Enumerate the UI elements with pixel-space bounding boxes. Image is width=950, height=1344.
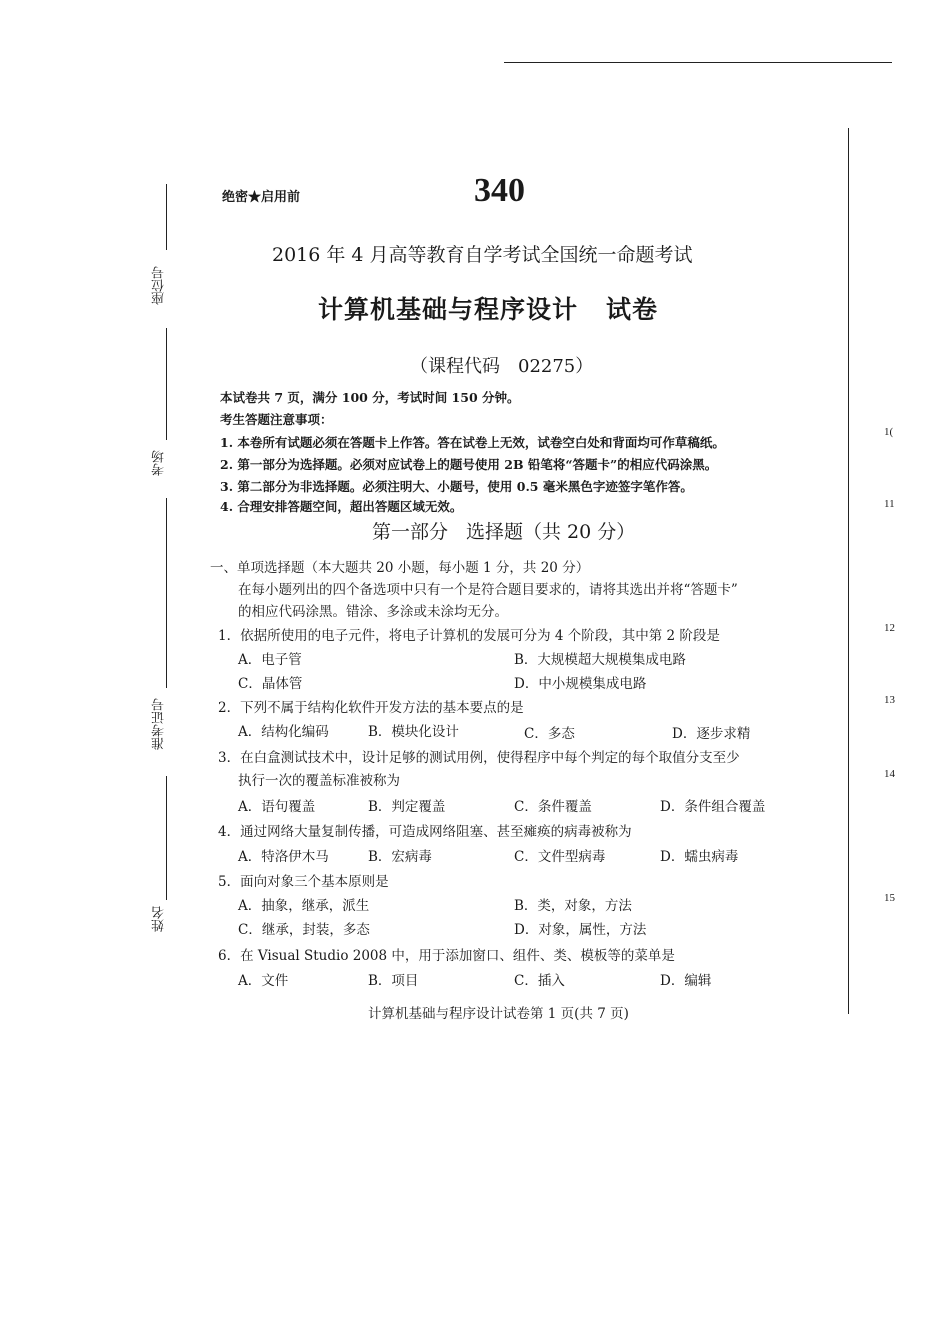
note-item: 3. 第二部分为非选择题。必须注明大、小题号，使用 0.5 毫米黑色字迹签字笔作答。	[220, 479, 693, 494]
part-one-title	[372, 517, 635, 544]
option: D．蠕虫病毒	[660, 849, 739, 865]
option: A．结构化编码	[238, 724, 329, 740]
option: B．类，对象，方法	[514, 898, 632, 914]
section-description: 在每小题列出的四个备选项中只有一个是符合题目要求的，请将其选出并将“答题卡”	[238, 582, 738, 598]
ticket-number-label: 准考证号	[152, 698, 167, 750]
margin-number: 1(	[884, 426, 894, 438]
option: C．多态	[524, 726, 575, 742]
question-stem: 3．在白盒测试技术中，设计足够的测试用例，使得程序中每个判定的每个取值分支至少	[218, 750, 740, 766]
note-item: 2. 第一部分为选择题。必须对应试卷上的题号使用 2B 铅笔将“答题卡”的相应代码涂黑。	[220, 457, 718, 472]
option: C．继承，封装，多态	[238, 922, 370, 938]
margin-number: 12	[884, 622, 895, 634]
option: D．编辑	[660, 973, 712, 989]
margin-number: 13	[884, 694, 895, 706]
paper-title-main: 计算机基础与程序设计	[318, 295, 579, 324]
question-stem: 4．通过网络大量复制传播，可造成网络阻塞、甚至瘫痪的病毒被称为	[218, 824, 632, 840]
part-one-subtitle: 选择题（共 20 分）	[466, 521, 636, 543]
binding-line	[166, 776, 167, 900]
notes-heading: 考生答题注意事项：	[220, 412, 333, 427]
top-rule	[504, 62, 892, 63]
option: C．文件型病毒	[514, 849, 606, 865]
option: A．抽象，继承，派生	[238, 898, 370, 914]
question-stem: 6．在 Visual Studio 2008 中，用于添加窗口、组件、类、模板等的菜单是	[218, 948, 675, 964]
question-stem: 5．面向对象三个基本原则是	[218, 874, 389, 890]
question-stem: 2．下列不属于结构化软件开发方法的基本要点的是	[218, 700, 524, 716]
name-label: 姓名	[152, 906, 167, 932]
right-border-line	[848, 128, 849, 1014]
exam-session-line: 2016 年 4 月高等教育自学考试全国统一命题考试	[272, 244, 693, 266]
note-item: 1. 本卷所有试题必须在答题卡上作答。答在试卷上无效，试卷空白处和背面均可作草稿纸。	[220, 435, 725, 450]
option: B．判定覆盖	[368, 799, 446, 815]
option: B．模块化设计	[368, 724, 459, 740]
option: D．条件组合覆盖	[660, 799, 766, 815]
confidential-mark: 绝密★启用前	[222, 190, 301, 205]
margin-number: 15	[884, 892, 895, 904]
margin-number: 11	[884, 498, 895, 510]
option: B．项目	[368, 973, 419, 989]
option: B．大规模超大规模集成电路	[514, 652, 686, 668]
option: C．晶体管	[238, 676, 303, 692]
seat-number-label: 座位号	[152, 266, 167, 305]
option: A．特洛伊木马	[238, 849, 329, 865]
section-description: 的相应代码涂黑。错涂、多涂或未涂均无分。	[238, 604, 508, 620]
option: C．条件覆盖	[514, 799, 592, 815]
binding-line	[166, 498, 167, 688]
option: C．插入	[514, 973, 565, 989]
exam-room-label: 考场	[152, 450, 167, 476]
margin-number: 14	[884, 768, 895, 780]
part-one-label: 第一部分	[372, 521, 449, 543]
option: A．语句覆盖	[238, 799, 316, 815]
question-stem: 1．依据所使用的电子元件，将电子计算机的发展可分为 4 个阶段，其中第 2 阶段是	[218, 628, 720, 644]
binding-line	[166, 328, 167, 440]
exam-code: 340	[474, 172, 525, 209]
question-stem-continued: 执行一次的覆盖标准被称为	[238, 773, 400, 789]
option: D．对象，属性，方法	[514, 922, 647, 938]
option: A．电子管	[238, 652, 302, 668]
course-code: （课程代码 02275）	[410, 356, 594, 377]
option: D．逐步求精	[672, 726, 751, 742]
option: B．宏病毒	[368, 849, 432, 865]
note-item: 4. 合理安排答题空间，超出答题区域无效。	[220, 499, 463, 514]
paper-title	[318, 290, 658, 326]
page-footer: 计算机基础与程序设计试卷第 1 页(共 7 页)	[368, 1006, 629, 1022]
section-heading: 一、单项选择题（本大题共 20 小题，每小题 1 分，共 20 分）	[210, 560, 590, 576]
option: D．中小规模集成电路	[514, 676, 647, 692]
binding-line	[166, 184, 167, 250]
paper-title-suffix: 试卷	[606, 295, 659, 324]
exam-intro: 本试卷共 7 页，满分 100 分，考试时间 150 分钟。	[220, 390, 520, 405]
option: A．文件	[238, 973, 289, 989]
